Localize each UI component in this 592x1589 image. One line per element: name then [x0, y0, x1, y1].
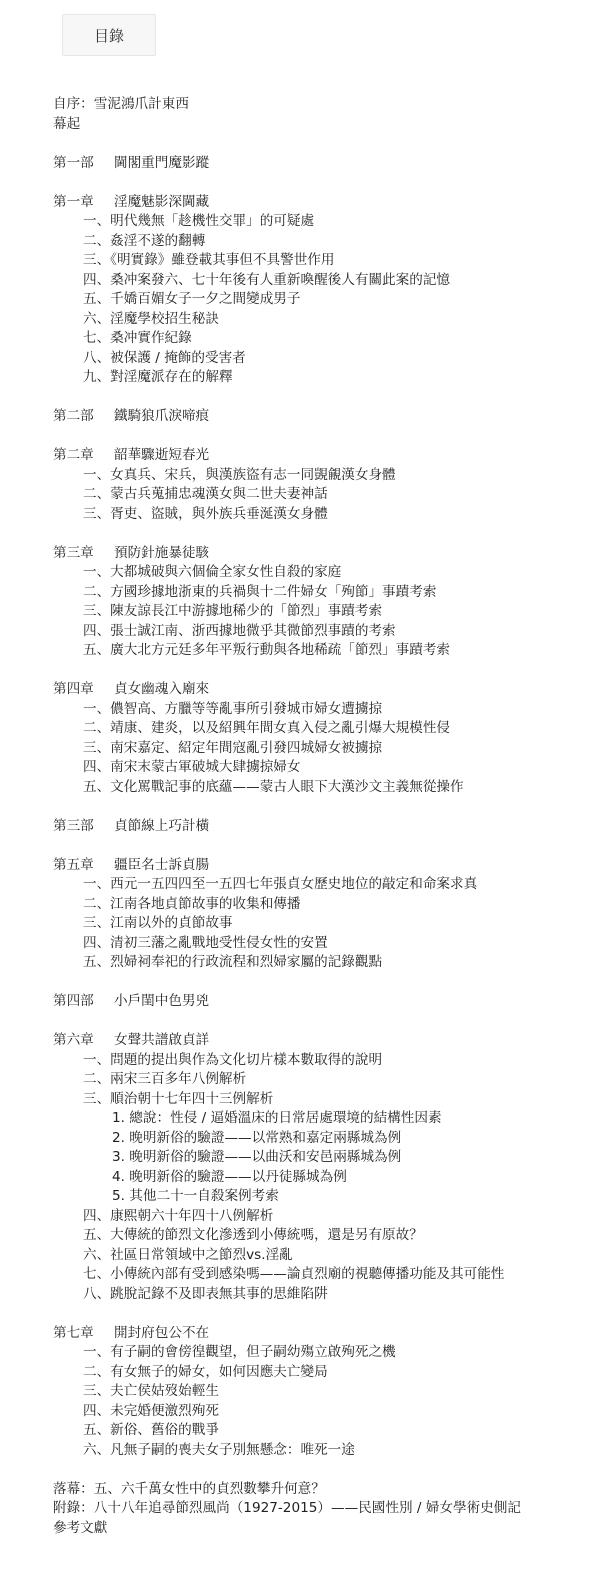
toc-section[interactable]: 三、江南以外的貞節故事	[83, 915, 233, 931]
part-number: 第四部	[53, 993, 94, 1009]
toc-section[interactable]: 九、對淫魔派存在的解釋	[83, 369, 233, 385]
toc-section[interactable]: 五、新俗、舊俗的戰爭	[83, 1422, 219, 1438]
toc-section[interactable]: 六、社區日常領域中之節烈vs.淫亂	[83, 1246, 293, 1263]
toc-section[interactable]: 四、張士誠江南、浙西據地微乎其微節烈事蹟的考索	[83, 622, 396, 639]
toc-subsection[interactable]: 4. 晚明新俗的驗證——以丹徒縣城為例	[112, 1168, 347, 1185]
toc-section[interactable]: 三、《明實錄》雖登載其事但不具警世作用	[83, 252, 335, 268]
toc-chapter-1[interactable]	[53, 193, 588, 213]
chapter-title: 韶華驟逝短春光	[114, 447, 210, 463]
chapter-number: 第四章	[53, 681, 94, 697]
chapter-title: 女聲共譜啟貞詳	[114, 1032, 210, 1048]
toc-part-1[interactable]	[53, 154, 588, 174]
toc-section[interactable]: 二、有女無子的婦女，如何因應夫亡變局	[83, 1363, 328, 1380]
toc-section[interactable]: 二、蒙古兵蒐捕忠魂漢女與二世夫妻神話	[83, 486, 328, 502]
chapter-title: 貞女幽魂入廟來	[114, 681, 210, 697]
toc-part-4[interactable]	[53, 992, 588, 1012]
toc-section[interactable]: 五、烈婦祠奉祀的行政流程和烈婦家屬的記錄觀點	[83, 954, 383, 970]
toc-section[interactable]: 四、未完婚便激烈殉死	[83, 1402, 219, 1419]
toc-section[interactable]: 三、夫亡侯姑歿始輕生	[83, 1383, 219, 1399]
toc-subsection[interactable]: 3. 晚明新俗的驗證——以曲沃和安邑兩縣城為例	[112, 1149, 402, 1165]
toc-section[interactable]: 三、陳友諒長江中游據地稀少的「節烈」事蹟考索	[83, 603, 383, 619]
toc-section[interactable]: 五、廣大北方元廷多年平叛行動與各地稀疏「節烈」事蹟考索	[83, 642, 451, 658]
toc-subsection[interactable]: 5. 其他二十一自殺案例考索	[112, 1188, 279, 1204]
toc-section[interactable]: 一、明代幾無「趁機性交罪」的可疑處	[83, 213, 315, 229]
toc-chapter-5[interactable]	[53, 856, 588, 876]
toc-section[interactable]: 七、桑冲實作紀錄	[83, 330, 192, 346]
part-title: 閫閣重門魔影蹤	[114, 154, 210, 171]
toc-section[interactable]: 一、儂智高、方臘等等亂事所引發城市婦女遭擄掠	[83, 700, 383, 717]
toc-section[interactable]: 四、南宋末蒙古軍破城大肆擄掠婦女	[83, 759, 301, 775]
toc-section[interactable]: 二、方國珍據地浙東的兵禍與十二件婦女「殉節」事蹟考索	[83, 583, 437, 600]
part-title: 小戶閨中色男兇	[114, 993, 210, 1009]
toc-chapter-6[interactable]	[53, 1031, 588, 1051]
toc-appendix[interactable]: 附錄：八十八年追尋節烈風尚（1927-2015）——民國性別 / 婦女學術史側記	[53, 1500, 521, 1516]
toc-section[interactable]: 八、跳脫記錄不及即表無其事的思維陷阱	[83, 1285, 328, 1302]
toc-section[interactable]: 一、女真兵、宋兵，與漢族盜有志一同覬覦漢女身體	[83, 466, 396, 483]
toc-subsection[interactable]: 1. 總說：性侵 / 逼婚溫床的日常居處環境的結構性因素	[112, 1110, 442, 1126]
chapter-number: 第六章	[53, 1032, 94, 1048]
toc-section[interactable]: 八、被保護 / 掩飾的受害者	[83, 349, 246, 366]
part-number: 第三部	[53, 817, 94, 834]
toc-section[interactable]: 一、有子嗣的會傍徨觀望，但子嗣幼殤立啟殉死之機	[83, 1344, 396, 1360]
toc-section[interactable]: 一、問題的提出與作為文化切片樣本數取得的說明	[83, 1051, 383, 1068]
part-number: 第一部	[53, 154, 94, 171]
toc-preface[interactable]: 自序：雪泥鴻爪計東西	[53, 96, 189, 112]
toc-part-3[interactable]	[53, 817, 588, 837]
toc-section[interactable]: 二、姦淫不遂的翻轉	[83, 232, 206, 249]
part-title: 貞節線上巧計橫	[114, 817, 210, 834]
part-number: 第二部	[53, 408, 94, 424]
toc-section[interactable]: 三、南宋嘉定、紹定年間寇亂引發四城婦女被擄掠	[83, 739, 383, 756]
toc-section[interactable]: 五、文化罵戰記事的底蘊——蒙古人眼下大漢沙文主義無從操作	[83, 778, 464, 795]
chapter-title: 開封府包公不在	[114, 1324, 210, 1341]
chapter-number: 第二章	[53, 447, 94, 463]
table-of-contents	[53, 95, 588, 1538]
chapter-number: 第五章	[53, 856, 94, 873]
toc-part-2[interactable]	[53, 407, 588, 427]
toc-section[interactable]: 三、胥吏、盜賊，與外族兵垂涎漢女身體	[83, 505, 328, 522]
toc-section[interactable]: 四、桑冲案發六、七十年後有人重新喚醒後人有關此案的記憶	[83, 271, 451, 288]
toc-chapter-4[interactable]	[53, 680, 588, 700]
toc-section[interactable]: 六、淫魔學校招生秘訣	[83, 310, 219, 327]
toc-section[interactable]: 五、千嬌百媚女子一夕之間變成男子	[83, 291, 301, 307]
toc-section[interactable]: 四、清初三藩之亂戰地受性侵女性的安置	[83, 934, 328, 951]
toc-button[interactable]: 目錄	[62, 14, 156, 56]
chapter-title: 預防針施暴徒駭	[114, 544, 210, 561]
toc-chapter-7[interactable]	[53, 1324, 588, 1344]
toc-section[interactable]: 四、康熙朝六十年四十八例解析	[83, 1207, 274, 1224]
toc-section[interactable]: 二、兩宋三百多年八例解析	[83, 1071, 247, 1087]
toc-section[interactable]: 一、西元一五四四至一五四七年張貞女歷史地位的敲定和命案求真	[83, 876, 478, 892]
chapter-title: 疆臣名士訴貞腸	[114, 856, 210, 873]
chapter-number: 第三章	[53, 544, 94, 561]
toc-section[interactable]: 一、大都城破與六個倫全家女性自殺的家庭	[83, 564, 342, 580]
part-title: 鐵騎狼爪淚啼痕	[114, 408, 210, 424]
toc-chapter-2[interactable]	[53, 446, 588, 466]
toc-section[interactable]: 七、小傳統內部有受到感染嗎——論貞烈廟的視聽傳播功能及其可能性	[83, 1266, 505, 1282]
chapter-number: 第一章	[53, 193, 94, 210]
toc-chapter-3[interactable]	[53, 544, 588, 564]
toc-section[interactable]: 五、大傳統的節烈文化滲透到小傳統嗎，還是另有原故？	[83, 1227, 423, 1243]
toc-subsection[interactable]: 2. 晚明新俗的驗證——以常熟和嘉定兩縣城為例	[112, 1129, 402, 1146]
toc-references[interactable]: 參考文獻	[53, 1519, 108, 1536]
toc-section[interactable]: 二、靖康、建炎，以及紹興年間女真入侵之亂引爆大規模性侵	[83, 720, 451, 736]
toc-curtain-up[interactable]: 幕起	[53, 115, 81, 132]
toc-closing[interactable]: 落幕：五、六千萬女性中的貞烈數攀升何意？	[53, 1480, 325, 1497]
toc-section[interactable]: 六、凡無子嗣的喪夫女子別無懸念：唯死一途	[83, 1441, 355, 1458]
toc-section[interactable]: 三、順治朝十七年四十三例解析	[83, 1090, 274, 1107]
toc-section[interactable]: 二、江南各地貞節故事的收集和傳播	[83, 895, 301, 912]
chapter-title: 淫魔魅影深閫藏	[114, 193, 210, 210]
chapter-number: 第七章	[53, 1324, 94, 1341]
